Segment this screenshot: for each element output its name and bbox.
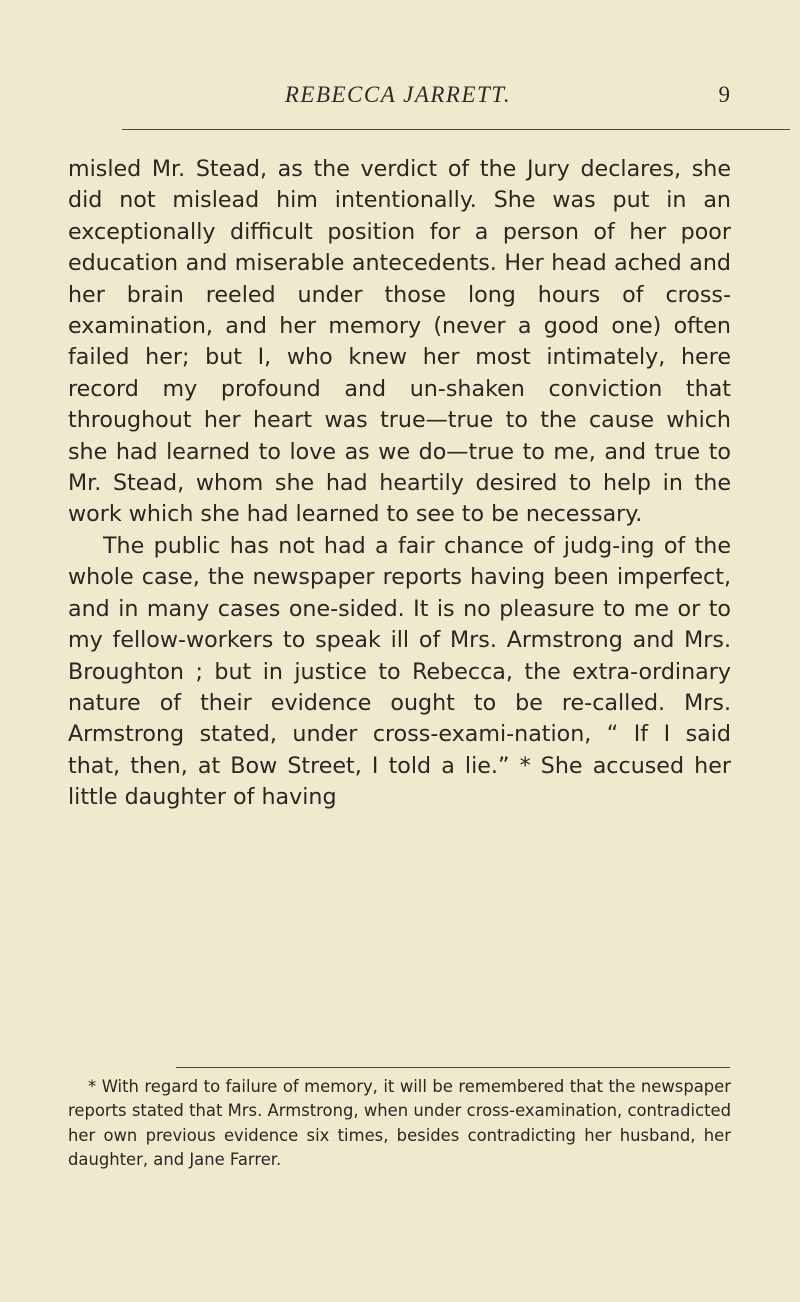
footnote-rule (176, 1067, 730, 1068)
paragraph-continuation: misled Mr. Stead, as the verdict of the Jury declares, she did not mislead him intentionally. She was put in an exceptionally difficult position for a person of her poor education and miserable antecedents. Her head ached and her brain reeled under those long hours of cross-examination, and her memory (never a good one) often failed her; but I, who knew her most intimately, here record my profound and un-shaken conviction that throughout her heart was true—true to the cause which she had learned to love as we do—true to me, and true to Mr. Stead, whom she had heartily desired to help in the work which she had learned to see to be necessary. (68, 156, 731, 528)
main-text (68, 154, 731, 814)
paragraph: The public has not had a fair chance of judg-ing of the whole case, the newspaper reports having been imperfect, and in many cases one-sided. It is no pleasure to me or to my fellow-workers to speak ill of Mrs. Armstrong and Mrs. Broughton ; but in justice to Rebecca, the extra-ordinary nature of their evidence ought to be re-called. Mrs. Armstrong stated, under cross-exami-nation, “ If I said that, then, at Bow Street, I told a lie.” * She accused her little daughter of having (68, 532, 731, 811)
footnote: * With regard to failure of memory, it will be remembered that the newspaper reports stated that Mrs. Armstrong, when under cross-examination, contradicted her own previous evidence six times, besides contradicting her husband, her daughter, and Jane Farrer. (68, 1077, 731, 1170)
header-rule (122, 129, 790, 130)
page-number: 9 (718, 82, 730, 107)
running-head: REBECCA JARRETT. (284, 82, 512, 107)
page-header (66, 82, 730, 116)
